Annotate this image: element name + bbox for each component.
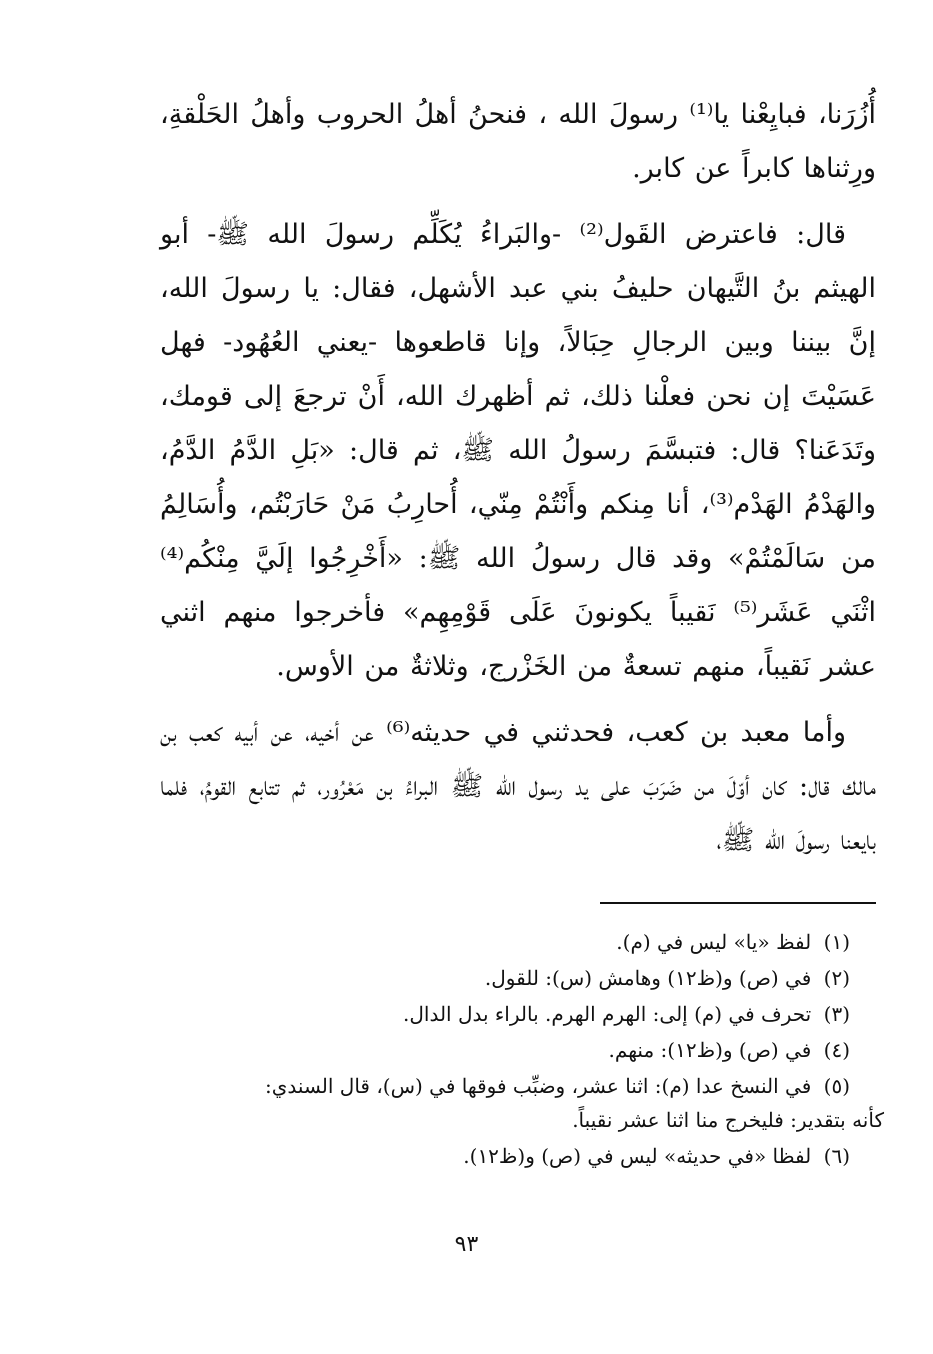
footnote-text: لفظ «يا» ليس في (م). [616,930,812,954]
footnote [160,925,884,959]
footnote-number: (١) [823,930,850,954]
footnote-text: في النسخ عدا (م): اثنا عشر، وضبِّب فوقها في (س)، قال السندي: [265,1074,812,1098]
footnote-text: لفظا «في حديثه» ليس في (ص) و(ظ١٢). [463,1144,812,1168]
footnote [160,1069,884,1103]
page-number: ٩٣ [454,1232,479,1257]
paragraph: أُزُرَنا، فبايِعْنا يا⁽¹⁾ رسولَ الله ، فنحنُ أهلُ الحروب وأهلُ الحَلْقةِ، ورِثناها كابراً عن كابر. [160,99,876,184]
footnote-text: في (ص) و(ظ١٢): منهم. [608,1038,812,1062]
footnote-number: (٥) [823,1074,850,1098]
paragraph: وأما معبد بن كعب، فحدثني في حديثه⁽⁶⁾ عن أخيه، عن أبيه كعب بن مالك قال: كان أوّلَ من ضَرَبَ على يد رسول الله ﷺ البراءُ بن مَعْرُور، ثم تتابع القومُ، فلما بايعنا رسولَ الله ﷺ، [160,717,876,856]
footnotes [160,925,884,1175]
footnote [160,997,884,1031]
footnote-text: تحرف في (م) إلى: الهرم الهرم. بالراء بدل الدال. [403,1002,812,1026]
paragraph: قال: فاعترض القَول⁽²⁾ -والبَراءُ يُكَلِّم رسولَ الله ﷺ- أبو الهيثم بنُ التَّيهان حليفُ بني عبد الأشهل، فقال: يا رسولَ الله، إنَّ بيننا وبين الرجالِ حِبَالاً، وإنا قاطعوها -يعني العُهُود- فهل عَسَيْتَ إن نحن فعلْنا ذلك، ثم أظهرك الله، أَنْ ترجعَ إلى قومك، وتَدَعَنا؟ قال: فتبسَّمَ رسولُ الله ﷺ، ثم قال: «بَلِ الدَّمُ الدَّمُ، والهَدْمُ الهَدْم⁽³⁾، أنا مِنكم وأَنْتُمْ مِنّي، أُحارِبُ مَنْ حَارَبْتُم، وأُسَالِمُ من سَالَمْتُمْ» وقد قال رسولُ الله ﷺ: «أَخْرِجُوا إلَيَّ مِنْكُم⁽⁴⁾ اثْنَي عَشَر⁽⁵⁾ نَقيباً يكونونَ عَلَى قَوْمِهِم» فأخرجوا منهم اثني عشر نَقيباً، منهم تسعةٌ من الخَزْرج، وثلاثةٌ من الأوس. [160,219,876,682]
footnote-continuation: كأنه بتقدير: فليخرج منا اثنا عشر نقيباً. [572,1108,884,1132]
footnote [160,1139,884,1173]
main-text [160,88,876,880]
footnote-text: في (ص) و(ظ١٢) وهامش (س): للقول. [484,966,812,990]
footnote-divider [600,902,876,904]
footnote [160,1033,884,1067]
footnote-number: (٣) [823,1002,850,1026]
footnote-number: (٦) [823,1144,850,1168]
footnote-number: (٢) [823,966,850,990]
footnote [160,961,884,995]
footnote-number: (٤) [823,1038,850,1062]
